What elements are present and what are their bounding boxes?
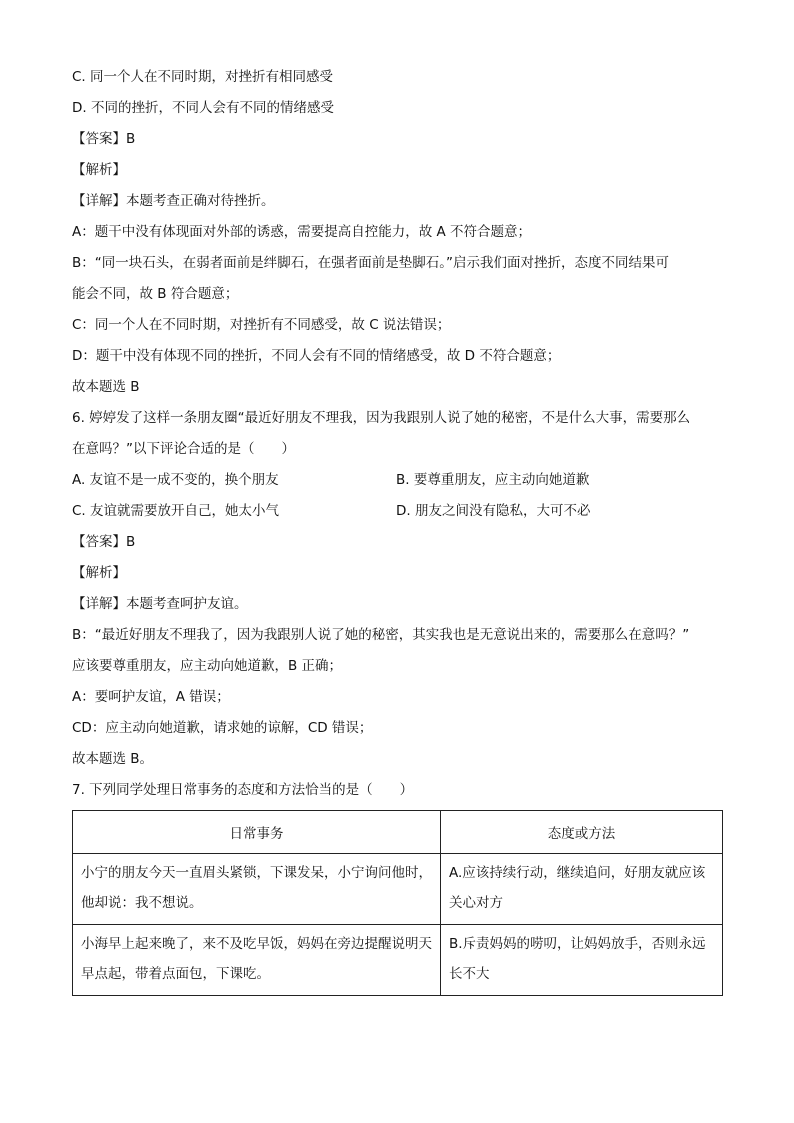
document-page — [72, 62, 724, 996]
q5-explain-d: D：题干中没有体现不同的挫折，不同人会有不同的情绪感受，故 D 不符合题意； — [72, 348, 561, 364]
q7-table — [72, 810, 723, 996]
q6-explain-b-line2: 应该要尊重朋友，应主动向她道歉，B 正确； — [72, 658, 343, 674]
q5-explain-c: C：同一个人在不同时期，对挫折有不同感受，故 C 说法错误； — [72, 317, 451, 333]
q7-header-attitude: 态度或方法 — [441, 811, 723, 854]
q5-explain-b-line1: B：“同一块石头，在弱者面前是绊脚石，在强者面前是垫脚石。”启示我们面对挫折，态度不同结果可 — [72, 255, 669, 271]
q6-stem-line1: 6. 婷婷发了这样一条朋友圈“最近好朋友不理我，因为我跟别人说了她的秘密，不是什么大事，需要那么 — [72, 410, 691, 426]
q6-explain-b-line1: B：“最近好朋友不理我了，因为我跟别人说了她的秘密，其实我也是无意说出来的，需要那么在意吗？” — [72, 627, 690, 643]
q5-detail: 【详解】本题考查正确对待挫折。 — [72, 193, 275, 209]
q7-row2-attitude: B.斥责妈妈的唠叨，让妈妈放手，否则永远长不大 — [441, 925, 723, 996]
table-row — [73, 854, 723, 925]
q5-explain-a: A：题干中没有体现面对外部的诱惑，需要提高自控能力，故 A 不符合题意； — [72, 224, 532, 240]
q5-answer: 【答案】B — [72, 131, 136, 147]
q7-table-header-row — [73, 811, 723, 854]
q5-option-d: D. 不同的挫折，不同人会有不同的情绪感受 — [72, 100, 334, 116]
q7-row1-affair: 小宁的朋友今天一直眉头紧锁，下课发呆，小宁询问他时，他却说：我不想说。 — [73, 854, 441, 925]
q7-row1-attitude: A.应该持续行动，继续追问，好朋友就应该关心对方 — [441, 854, 723, 925]
q6-option-c: C. 友谊就需要放开自己，她太小气 — [72, 503, 280, 519]
q6-conclusion: 故本题选 B。 — [72, 751, 154, 767]
q6-explain-a: A：要呵护友谊，A 错误； — [72, 689, 230, 705]
q6-detail: 【详解】本题考查呵护友谊。 — [72, 596, 248, 612]
q6-option-b: B. 要尊重朋友，应主动向她道歉 — [396, 472, 590, 488]
q6-option-a: A. 友谊不是一成不变的，换个朋友 — [72, 472, 279, 488]
q7-header-affairs: 日常事务 — [73, 811, 441, 854]
q6-analysis-label: 【解析】 — [72, 565, 126, 581]
q5-conclusion: 故本题选 B — [72, 379, 140, 395]
q5-analysis-label: 【解析】 — [72, 162, 126, 178]
q6-explain-cd: CD：应主动向她道歉，请求她的谅解，CD 错误； — [72, 720, 373, 736]
q6-answer: 【答案】B — [72, 534, 136, 550]
q6-options-row2 — [72, 496, 724, 527]
q7-stem: 7. 下列同学处理日常事务的态度和方法恰当的是（ ） — [72, 782, 414, 798]
q6-options-row1 — [72, 465, 724, 496]
q6-option-d: D. 朋友之间没有隐私，大可不必 — [396, 503, 591, 519]
q7-row2-affair: 小海早上起来晚了，来不及吃早饭，妈妈在旁边提醒说明天早点起，带着点面包，下课吃。 — [73, 925, 441, 996]
q5-option-c: C. 同一个人在不同时期，对挫折有相同感受 — [72, 69, 334, 85]
q6-stem-line2: 在意吗？”以下评论合适的是（ ） — [72, 441, 295, 457]
q5-explain-b-line2: 能会不同，故 B 符合题意； — [72, 286, 239, 302]
table-row — [73, 925, 723, 996]
